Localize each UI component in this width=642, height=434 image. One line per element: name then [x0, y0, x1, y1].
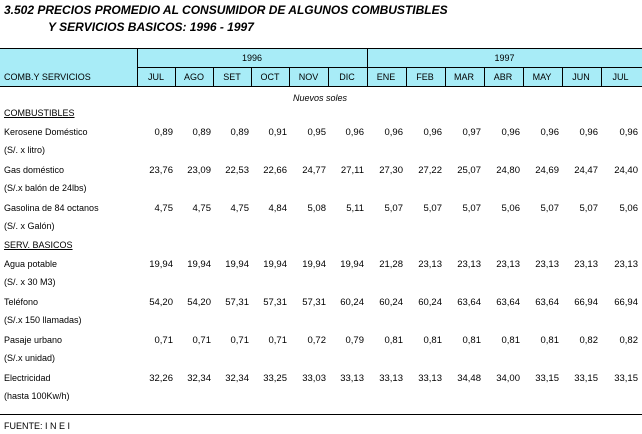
value-cell: 5,11	[346, 203, 364, 214]
year-1996: 1996	[241, 53, 263, 63]
value-cell: 0,97	[462, 127, 481, 138]
value-cell: 60,24	[340, 297, 364, 308]
table-title: 3.502 PRECIOS PROMEDIO AL CONSUMIDOR DE ALGUNOS COMBUSTIBLES	[4, 3, 448, 17]
value-cell: 0,81	[540, 335, 559, 346]
value-cell: 0,96	[423, 127, 442, 138]
value-cell: 0,72	[307, 335, 326, 346]
value-cell: 57,31	[225, 297, 249, 308]
value-cell: 4,84	[268, 203, 287, 214]
value-cell: 0,71	[268, 335, 287, 346]
value-cell: 19,94	[302, 259, 326, 270]
value-cell: 0,91	[268, 127, 287, 138]
value-cell: 23,13	[614, 259, 638, 270]
month-header: JUN	[572, 72, 590, 82]
value-cell: 0,89	[192, 127, 211, 138]
value-cell: 57,31	[263, 297, 287, 308]
table-subtitle: Y SERVICIOS BASICOS: 1996 - 1997	[48, 20, 254, 34]
row-label: Teléfono	[4, 297, 39, 307]
value-cell: 0,82	[619, 335, 638, 346]
value-cell: 60,24	[418, 297, 442, 308]
value-cell: 33,13	[418, 373, 442, 384]
value-cell: 27,30	[379, 165, 403, 176]
value-cell: 33,13	[379, 373, 403, 384]
row-unit: (S/. x 30 M3)	[4, 277, 56, 287]
units-note: Nuevos soles	[292, 93, 348, 103]
value-cell: 24,77	[302, 165, 326, 176]
month-header: JUL	[147, 72, 164, 82]
value-cell: 21,28	[379, 259, 403, 270]
value-cell: 0,79	[345, 335, 364, 346]
value-cell: 63,64	[496, 297, 520, 308]
value-cell: 0,89	[230, 127, 249, 138]
value-cell: 4,75	[154, 203, 173, 214]
row-label: Kerosene Doméstico	[4, 127, 88, 137]
value-cell: 63,64	[535, 297, 559, 308]
year-1997: 1997	[494, 53, 515, 63]
value-cell: 27,22	[418, 165, 442, 176]
value-cell: 23,76	[149, 165, 173, 176]
value-cell: 33,13	[340, 373, 364, 384]
value-cell: 0,96	[619, 127, 638, 138]
value-cell: 27,11	[340, 165, 364, 176]
value-cell: 0,81	[384, 335, 403, 346]
row-unit: (S/.x balón de 24lbs)	[4, 183, 87, 193]
month-header: FEB	[416, 72, 434, 82]
value-cell: 0,81	[462, 335, 481, 346]
value-cell: 23,13	[535, 259, 559, 270]
value-cell: 0,89	[154, 127, 173, 138]
month-header: AGO	[183, 72, 204, 82]
value-cell: 5,06	[619, 203, 638, 214]
section-title: SERV. BASICOS	[4, 240, 73, 250]
month-header: ENE	[376, 72, 396, 82]
row-label: Pasaje urbano	[4, 335, 63, 345]
month-header: NOV	[298, 72, 319, 82]
month-header: DIC	[339, 72, 355, 82]
month-header: SET	[223, 72, 241, 82]
value-cell: 23,13	[457, 259, 481, 270]
value-cell: 0,96	[540, 127, 559, 138]
value-cell: 22,66	[263, 165, 287, 176]
value-cell: 34,00	[496, 373, 520, 384]
value-cell: 19,94	[225, 259, 249, 270]
value-cell: 32,34	[225, 373, 249, 384]
row-unit: (S/.x 150 llamadas)	[4, 315, 82, 325]
value-cell: 0,96	[345, 127, 364, 138]
value-cell: 66,94	[614, 297, 638, 308]
value-cell: 66,94	[574, 297, 598, 308]
value-cell: 33,25	[263, 373, 287, 384]
value-cell: 5,07	[384, 203, 403, 214]
value-cell: 23,09	[187, 165, 211, 176]
value-cell: 5,07	[579, 203, 598, 214]
value-cell: 24,80	[496, 165, 520, 176]
value-cell: 5,07	[423, 203, 442, 214]
value-cell: 33,15	[614, 373, 638, 384]
row-label: Electricidad	[4, 373, 51, 383]
row-label: Gasolina de 84 octanos	[4, 203, 99, 213]
value-cell: 63,64	[457, 297, 481, 308]
source-note: FUENTE: I N E I	[4, 421, 71, 431]
value-cell: 32,34	[187, 373, 211, 384]
value-cell: 60,24	[379, 297, 403, 308]
value-cell: 19,94	[263, 259, 287, 270]
stub-header: COMB.Y SERVICIOS	[4, 72, 91, 82]
value-cell: 4,75	[192, 203, 211, 214]
value-cell: 0,96	[384, 127, 403, 138]
value-cell: 33,15	[574, 373, 598, 384]
value-cell: 0,81	[423, 335, 442, 346]
section-title: COMBUSTIBLES	[4, 108, 75, 118]
value-cell: 34,48	[457, 373, 481, 384]
value-cell: 0,96	[579, 127, 598, 138]
value-cell: 5,06	[501, 203, 520, 214]
month-header: MAY	[532, 72, 552, 82]
value-cell: 24,47	[574, 165, 598, 176]
row-label: Gas doméstico	[4, 165, 65, 175]
value-cell: 23,13	[496, 259, 520, 270]
value-cell: 0,71	[230, 335, 249, 346]
row-label: Agua potable	[4, 259, 58, 269]
value-cell: 0,81	[501, 335, 520, 346]
month-header: MAR	[454, 72, 474, 82]
value-cell: 4,75	[230, 203, 249, 214]
row-unit: (hasta 100Kw/h)	[4, 391, 70, 401]
value-cell: 57,31	[302, 297, 326, 308]
value-cell: 54,20	[149, 297, 173, 308]
value-cell: 0,71	[154, 335, 173, 346]
value-cell: 25,07	[457, 165, 481, 176]
value-cell: 0,71	[192, 335, 211, 346]
footer-rule	[0, 414, 642, 415]
value-cell: 32,26	[149, 373, 173, 384]
value-cell: 19,94	[149, 259, 173, 270]
value-cell: 19,94	[340, 259, 364, 270]
value-cell: 0,96	[501, 127, 520, 138]
value-cell: 19,94	[187, 259, 211, 270]
row-unit: (S/.x unidad)	[4, 353, 56, 363]
value-cell: 54,20	[187, 297, 211, 308]
month-header: OCT	[260, 72, 280, 82]
header-top-rule	[0, 48, 642, 49]
value-cell: 5,07	[540, 203, 559, 214]
month-header: JUL	[612, 72, 629, 82]
value-cell: 33,15	[535, 373, 559, 384]
value-cell: 33,03	[302, 373, 326, 384]
header-bottom-rule	[0, 86, 642, 87]
value-cell: 23,13	[418, 259, 442, 270]
value-cell: 24,69	[535, 165, 559, 176]
value-cell: 5,08	[307, 203, 326, 214]
value-cell: 23,13	[574, 259, 598, 270]
value-cell: 0,82	[579, 335, 598, 346]
month-header: ABR	[493, 72, 513, 82]
value-cell: 5,07	[462, 203, 481, 214]
value-cell: 0,95	[307, 127, 326, 138]
value-cell: 24,40	[614, 165, 638, 176]
row-unit: (S/. x Galón)	[4, 221, 55, 231]
value-cell: 22,53	[225, 165, 249, 176]
row-unit: (S/. x litro)	[4, 145, 46, 155]
